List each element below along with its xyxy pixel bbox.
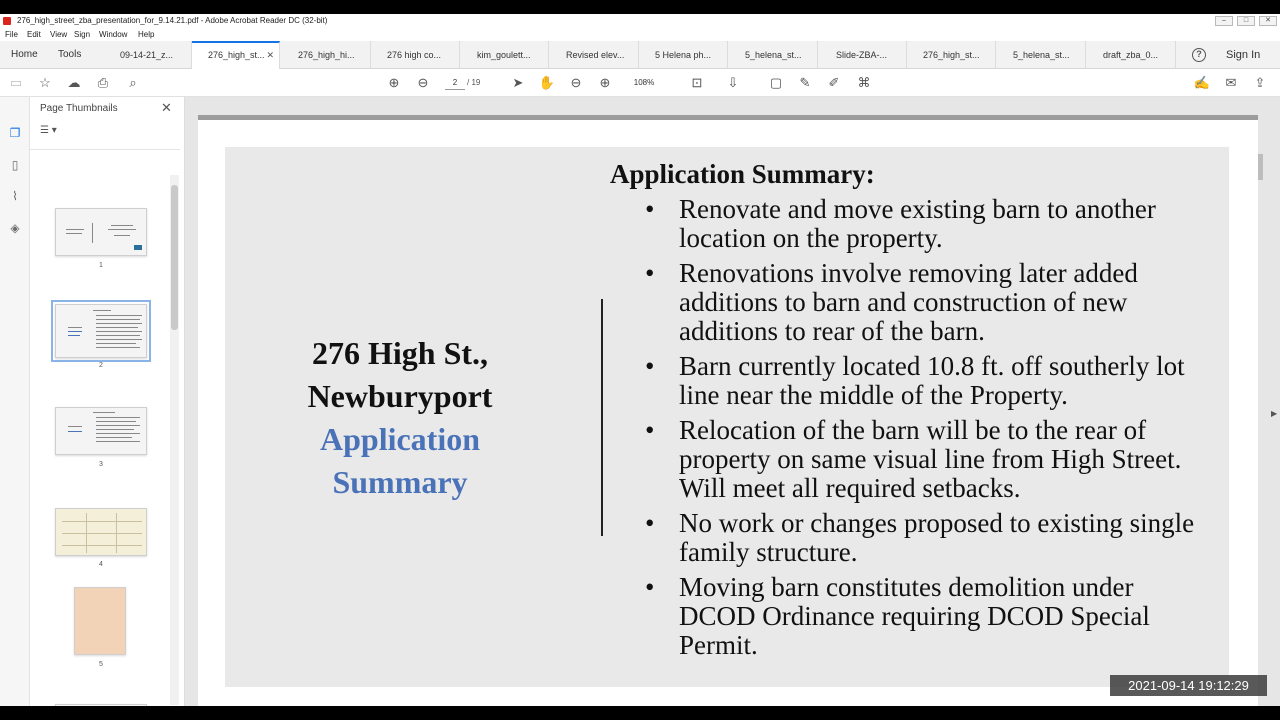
tab-bar (0, 41, 1280, 69)
doc-tab-label: 276_high_hi... (298, 50, 355, 60)
doc-tab[interactable] (460, 41, 549, 69)
doc-tab-label: 09-14-21_z... (120, 50, 174, 60)
upload-cloud-icon[interactable]: ☁ (67, 75, 81, 90)
slide-left-heading (265, 332, 535, 504)
thumbnails-scrollbar[interactable] (170, 175, 179, 705)
main-toolbar (0, 69, 1280, 97)
panel-heading: Page Thumbnails (40, 103, 118, 114)
menu-window[interactable]: Window (99, 30, 128, 39)
next-page-icon[interactable]: ⊖ (417, 75, 429, 90)
video-timestamp: 2021-09-14 19:12:29 (1110, 675, 1267, 696)
home-tab[interactable]: Home (11, 49, 38, 60)
sign-document-icon[interactable]: ✍ (1193, 75, 1211, 90)
tools-tab[interactable]: Tools (58, 49, 82, 60)
bookmarks-icon[interactable]: ▯ (11, 158, 19, 172)
doc-tab-label: 5 Helena ph... (655, 50, 712, 60)
thumbnail-number: 4 (99, 561, 103, 568)
bullet-item: • Barn currently located 10.8 ft. off southerly lot line near the middle of the Property. (645, 351, 1185, 410)
doc-tab-label: 5_helena_st... (745, 50, 802, 60)
scrollbar-thumb[interactable] (171, 185, 178, 330)
thumbnail-number: 1 (99, 262, 103, 269)
comment-icon[interactable]: ▢ (769, 75, 783, 90)
doc-tab[interactable] (728, 41, 818, 69)
doc-tab-label: kim_goulett... (477, 50, 531, 60)
print-icon[interactable]: ⎙ (97, 75, 109, 90)
thumbnail-number: 2 (99, 362, 103, 369)
doc-tab-label: 276_high_st... (208, 50, 265, 60)
doc-tab[interactable] (818, 41, 907, 69)
document-view[interactable] (185, 97, 1280, 706)
menu-file[interactable]: File (5, 30, 18, 39)
bullet-item: • Moving barn constitutes demolition under DCOD Ordinance requiring DCOD Special Permit. (645, 572, 1150, 660)
address-line-2: Newburyport (307, 378, 493, 414)
menu-view[interactable]: View (50, 30, 68, 39)
title-bar (0, 14, 1280, 28)
thumbnail-page-6[interactable] (55, 704, 147, 706)
fill-sign-icon[interactable]: ⌘ (857, 75, 871, 90)
menu-bar (0, 28, 1280, 41)
previous-page-icon[interactable]: ⊕ (388, 75, 400, 90)
menu-help[interactable]: Help (138, 30, 155, 39)
slide-title: Application Summary: (610, 159, 875, 189)
zoom-out-icon[interactable]: ⊖ (570, 75, 582, 90)
bullet-list (645, 195, 1215, 666)
page-thumbnails-icon[interactable]: ❐ (9, 126, 21, 140)
slide (225, 147, 1229, 687)
layers-icon[interactable]: ◈ (10, 221, 20, 235)
close-panel-icon[interactable]: ✕ (161, 100, 172, 115)
doc-tab[interactable] (1086, 41, 1176, 69)
thumbnail-number: 5 (99, 661, 103, 668)
close-window-button[interactable]: ✕ (1259, 16, 1277, 26)
draw-icon[interactable]: ✐ (828, 75, 840, 90)
expand-right-panel-icon[interactable]: ▶ (1271, 409, 1278, 418)
bullet-item: • Relocation of the barn will be to the rear of property on same visual line from High Street. Will meet all required setbacks. (645, 415, 1182, 503)
bookmark-star-icon[interactable]: ☆ (39, 75, 51, 90)
zoom-level-select[interactable]: 108% (633, 78, 655, 87)
email-icon[interactable]: ✉ (1225, 75, 1237, 90)
bullet-item: • Renovate and move existing barn to another location on the property. (645, 194, 1156, 253)
subtitle-line-1: Application (319, 421, 481, 457)
page-count: / 19 (467, 78, 481, 87)
pdf-page (198, 115, 1258, 706)
thumbnail-page-4[interactable] (55, 508, 147, 556)
scroll-mode-icon[interactable]: ⇩ (727, 75, 739, 90)
attachments-icon[interactable]: ⌇ (12, 189, 18, 203)
hand-tool-icon[interactable]: ✋ (538, 75, 556, 90)
menu-edit[interactable]: Edit (27, 30, 41, 39)
thumbnail-page-5[interactable] (74, 587, 126, 655)
thumbnail-page-2[interactable] (55, 304, 147, 358)
page-number-input[interactable]: 2 (445, 76, 465, 90)
doc-tab-label: 276_high_st... (923, 50, 980, 60)
panel-divider (30, 149, 180, 150)
doc-tab-active[interactable] (192, 41, 280, 70)
menu-sign[interactable]: Sign (74, 30, 91, 39)
doc-tab[interactable] (639, 41, 728, 69)
doc-tab-label: Slide-ZBA-... (836, 50, 888, 60)
navigation-rail (0, 97, 30, 706)
thumbnail-number: 3 (99, 461, 103, 468)
doc-tab[interactable] (100, 41, 192, 69)
thumbnail-page-1[interactable] (55, 208, 147, 256)
search-icon[interactable]: ⌕ (129, 75, 137, 90)
save-icon[interactable]: ▭ (9, 75, 23, 90)
doc-tab[interactable] (549, 41, 639, 69)
sign-in-button[interactable]: Sign In (1226, 49, 1261, 61)
doc-tab-label: Revised elev... (566, 50, 625, 60)
acrobat-icon (3, 17, 11, 25)
tab-close-icon[interactable]: ✕ (266, 50, 274, 60)
fit-page-icon[interactable]: ⊡ (691, 75, 703, 90)
zoom-in-icon[interactable]: ⊕ (599, 75, 611, 90)
share-icon[interactable]: ⇪ (1254, 75, 1266, 90)
doc-tab[interactable] (907, 41, 996, 69)
maximize-button[interactable]: □ (1237, 16, 1255, 26)
doc-tab-label: 276 high co... (387, 50, 442, 60)
doc-tab[interactable] (280, 41, 371, 69)
select-cursor-icon[interactable]: ➤ (512, 75, 524, 90)
thumbnail-options-icon[interactable]: ☰ ▾ (40, 125, 57, 136)
thumbnails-panel (30, 97, 185, 706)
minimize-button[interactable]: – (1215, 16, 1233, 26)
bullet-item: • Renovations involve removing later added additions to barn and construction of new additions to rear of the barn. (645, 258, 1138, 346)
slide-divider (601, 299, 603, 536)
address-line-1: 276 High St., (311, 335, 489, 371)
window-title: 276_high_street_zba_presentation_for_9.14.21.pdf - Adobe Acrobat Reader DC (32-bit) (17, 16, 328, 25)
highlight-pen-icon[interactable]: ✎ (799, 75, 811, 90)
doc-tab-label: 5_helena_st... (1013, 50, 1070, 60)
thumbnail-page-3[interactable] (55, 407, 147, 455)
document-scrollbar[interactable] (1253, 114, 1267, 704)
subtitle-line-2: Summary (332, 464, 468, 500)
doc-tab[interactable] (371, 41, 460, 69)
bullet-item: • No work or changes proposed to existing single family structure. (645, 508, 1195, 567)
acrobat-window (0, 14, 1280, 706)
doc-tab[interactable] (996, 41, 1086, 69)
doc-tab-label: draft_zba_0... (1103, 50, 1159, 60)
scrollbar-thumb[interactable] (1258, 154, 1263, 180)
help-icon[interactable]: ? (1192, 48, 1206, 62)
